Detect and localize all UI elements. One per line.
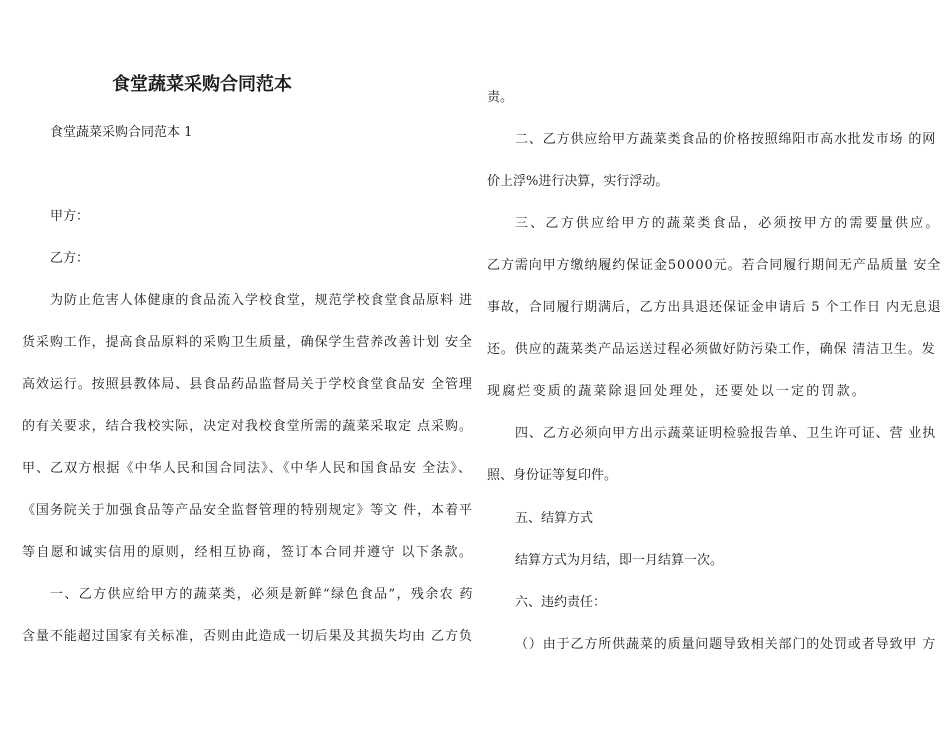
paragraph-line: 责。 — [487, 90, 514, 105]
paragraph-line: 结算方式为月结，即一月结算一次。 — [515, 553, 724, 568]
section-heading: 六、违约责任： — [515, 595, 607, 610]
paragraph-line: 还。供应的蔬菜类产品运送过程必须做好防污染工作，确保 清洁卫生。发 — [487, 342, 936, 357]
document-subtitle: 食堂蔬菜采购合同范本 1 — [50, 125, 193, 140]
party-b-label: 乙方： — [50, 251, 90, 266]
paragraph-line: 高效运行。按照县教体局、县食品药品监督局关于学校食堂食品安 全管理 — [22, 377, 473, 392]
document-title: 食堂蔬菜采购合同范本 — [112, 74, 292, 95]
section-heading: 五、结算方式 — [515, 511, 594, 526]
party-a-label: 甲方： — [50, 209, 90, 224]
paragraph-line: 二、乙方供应给甲方蔬菜类食品的价格按照绵阳市高水批发市场 的网 — [515, 132, 937, 147]
paragraph-line: 事故，合同履行期满后，乙方出具退还保证金申请后 5 个工作日 内无息退 — [487, 300, 942, 315]
paragraph-line: 价上浮%进行决算，实行浮动。 — [487, 174, 669, 189]
paragraph-line: 等自愿和诚实信用的原则，经相互协商，签订本合同并遵守 以下条款。 — [22, 545, 474, 560]
paragraph-line: 甲、乙双方根据《中华人民和国合同法》、《中华人民和国食品安 全法》、 — [22, 461, 473, 476]
paragraph-line: 《国务院关于加强食品等产品安全监督管理的特别规定》等文 件，本着平 — [22, 503, 473, 518]
paragraph-line: 现腐烂变质的蔬菜除退回处理处，还要处以一定的罚款。 — [487, 384, 868, 399]
paragraph-line: （）由于乙方所供蔬菜的质量问题导致相关部门的处罚或者导致甲 方 — [515, 637, 937, 652]
paragraph-line: 含量不能超过国家有关标准，否则由此造成一切后果及其损失均由 乙方负 — [22, 629, 473, 644]
paragraph-line: 照、身份证等复印件。 — [487, 468, 618, 483]
paragraph-line: 货采购工作，提高食品原料的采购卫生质量，确保学生营养改善计划 安全 — [22, 335, 473, 350]
paragraph-line: 乙方需向甲方缴纳履约保证金50000元。若合同履行期间无产品质量 安全 — [487, 258, 942, 273]
paragraph-line: 三、乙方供应给甲方的蔬菜类食品，必须按甲方的需要量供应。 — [515, 216, 941, 231]
paragraph-line: 一、乙方供应给甲方的蔬菜类，必须是新鲜“绿色食品”，残余农 药 — [50, 587, 474, 602]
paragraph-line: 的有关要求，结合我校实际，决定对我校食堂所需的蔬菜采取定 点采购。 — [22, 419, 473, 434]
paragraph-line: 四、乙方必须向甲方出示蔬菜证明检验报告单、卫生许可证、营 业执 — [515, 426, 937, 441]
paragraph-line: 为防止危害人体健康的食品流入学校食堂，规范学校食堂食品原料 进 — [50, 293, 473, 308]
